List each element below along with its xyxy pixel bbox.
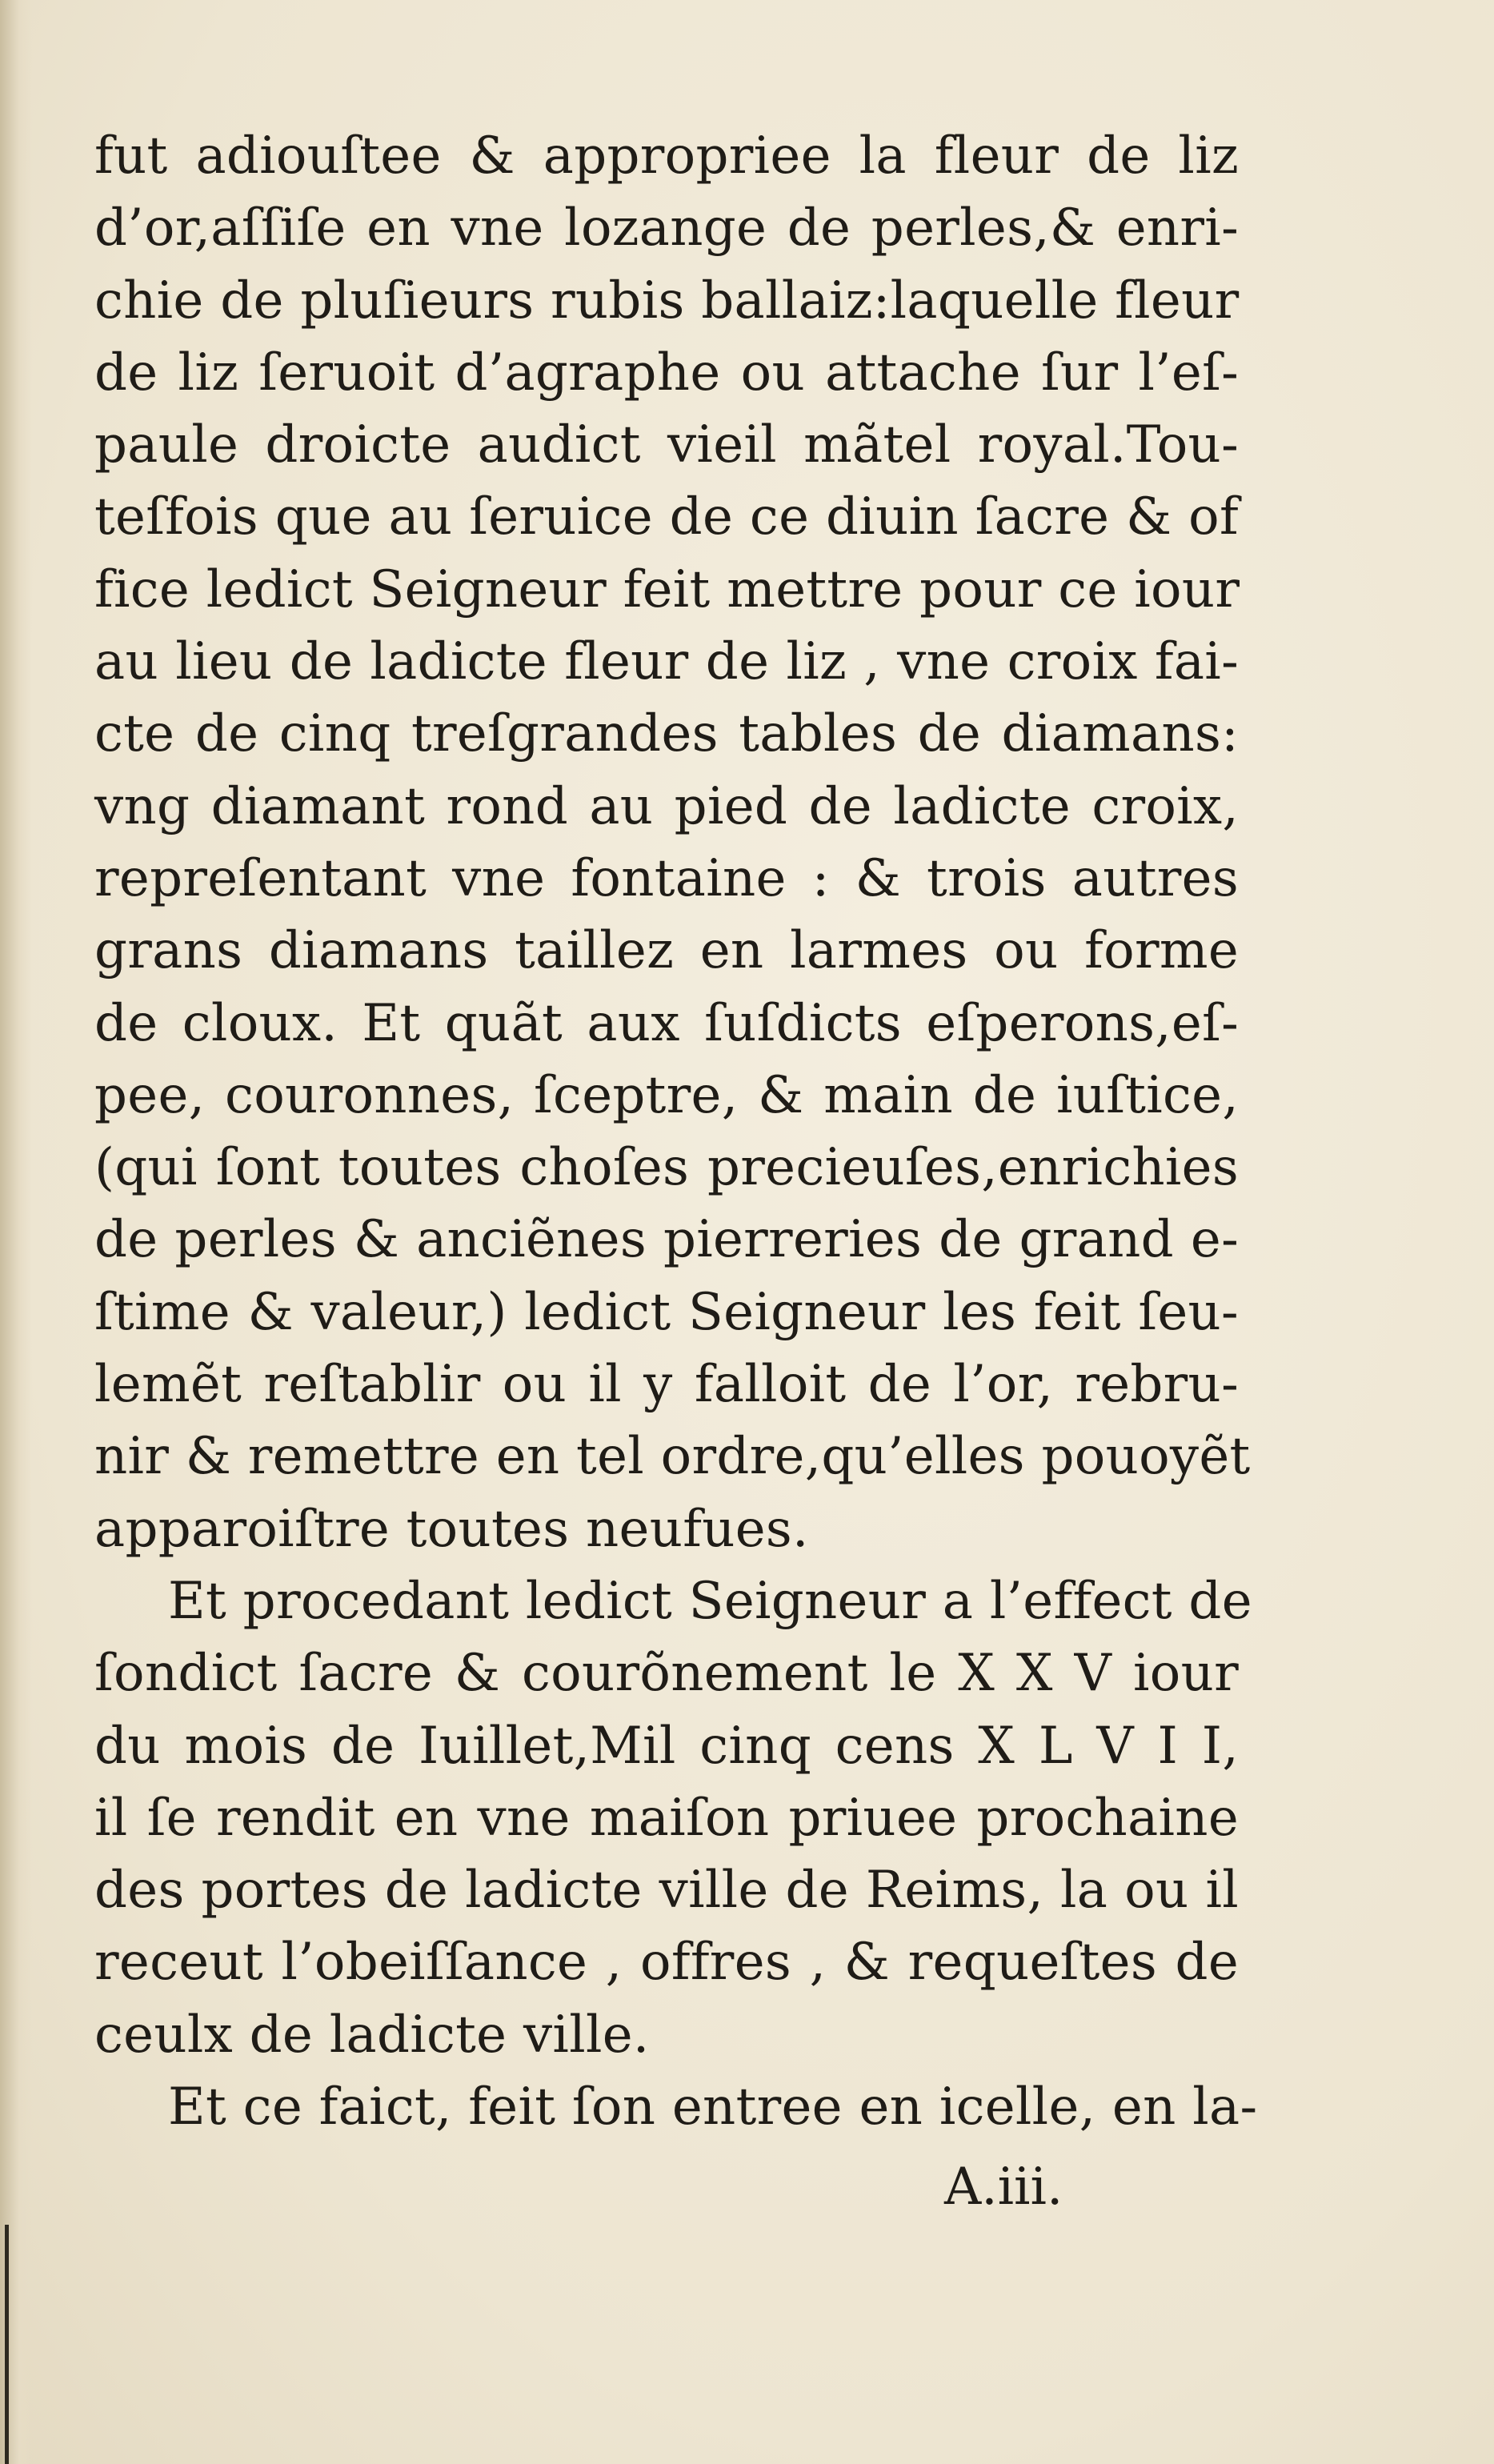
text-line: chie de pluſieurs rubis ballaiz:laquelle fleur (94, 270, 1240, 331)
text-line: fut adiouſtee & appropriee la fleur de liz (94, 126, 1239, 186)
body-text (94, 120, 1258, 2143)
text-line: grans diamans taillez en larmes ou forme (94, 921, 1239, 981)
paragraph-start-line: Et ce faict, feit ſon entree en icelle, en la- (168, 2077, 1258, 2137)
text-line: fice ledict Seigneur feit mettre pour ce iour (94, 559, 1240, 619)
text-line: receut l’obeiſſance , offres , & requeſtes de (94, 1933, 1239, 1993)
text-line: de cloux. Et quãt aux ſuſdicts eſperons,eſ- (94, 993, 1239, 1053)
binding-edge-mark (5, 2225, 9, 2464)
paragraph-end-line: apparoiſtre toutes neufues. (94, 1499, 809, 1559)
text-line: du mois de Iuillet,Mil cinq cens X L V I I, (94, 1716, 1239, 1776)
text-line: de liz ſeruoit d’agraphe ou attache ſur l’eſ- (94, 343, 1239, 403)
signature-mark: A.iii. (944, 2158, 1063, 2217)
text-line: il ſe rendit en vne maiſon priuee prochaine (94, 1788, 1239, 1848)
text-line: repreſentant vne fontaine : & trois autres (94, 848, 1239, 908)
text-line: des portes de ladicte ville de Reims, la ou il (94, 1861, 1239, 1921)
paragraph-end-line: ceulx de ladicte ville. (94, 2005, 650, 2065)
text-line: de perles & anciẽnes pierreries de grand e- (94, 1210, 1239, 1270)
text-line: d’or,aſſiſe en vne lozange de perles,& enri- (94, 198, 1239, 258)
binding-gutter-shadow (0, 0, 32, 2464)
text-line: teſfois que au ſeruice de ce diuin ſacre & of (94, 487, 1239, 547)
paragraph-start-line: Et procedant ledict Seigneur a l’effect de (168, 1571, 1252, 1631)
text-line: nir & remettre en tel ordre,qu’elles pouoyẽt (94, 1427, 1251, 1487)
text-line: cte de cinq treſgrandes tables de diamans: (94, 704, 1239, 764)
text-line: ſondict ſacre & courõnement le X X V iour (94, 1644, 1239, 1704)
text-line: ſtime & valeur,) ledict Seigneur les feit ſeu- (94, 1282, 1239, 1342)
text-line: vng diamant rond au pied de ladicte croix, (94, 776, 1239, 836)
text-line: paule droicte audict vieil mãtel royal.Tou- (94, 415, 1239, 475)
text-line: lemẽt reſtablir ou il y falloit de l’or, rebru- (94, 1355, 1239, 1415)
text-line: au lieu de ladicte fleur de liz , vne croix fai- (94, 632, 1239, 692)
text-line: (qui ſont toutes choſes precieuſes,enrichies (94, 1138, 1239, 1198)
text-line: pee, couronnes, ſceptre, & main de iuſtice, (94, 1065, 1239, 1125)
